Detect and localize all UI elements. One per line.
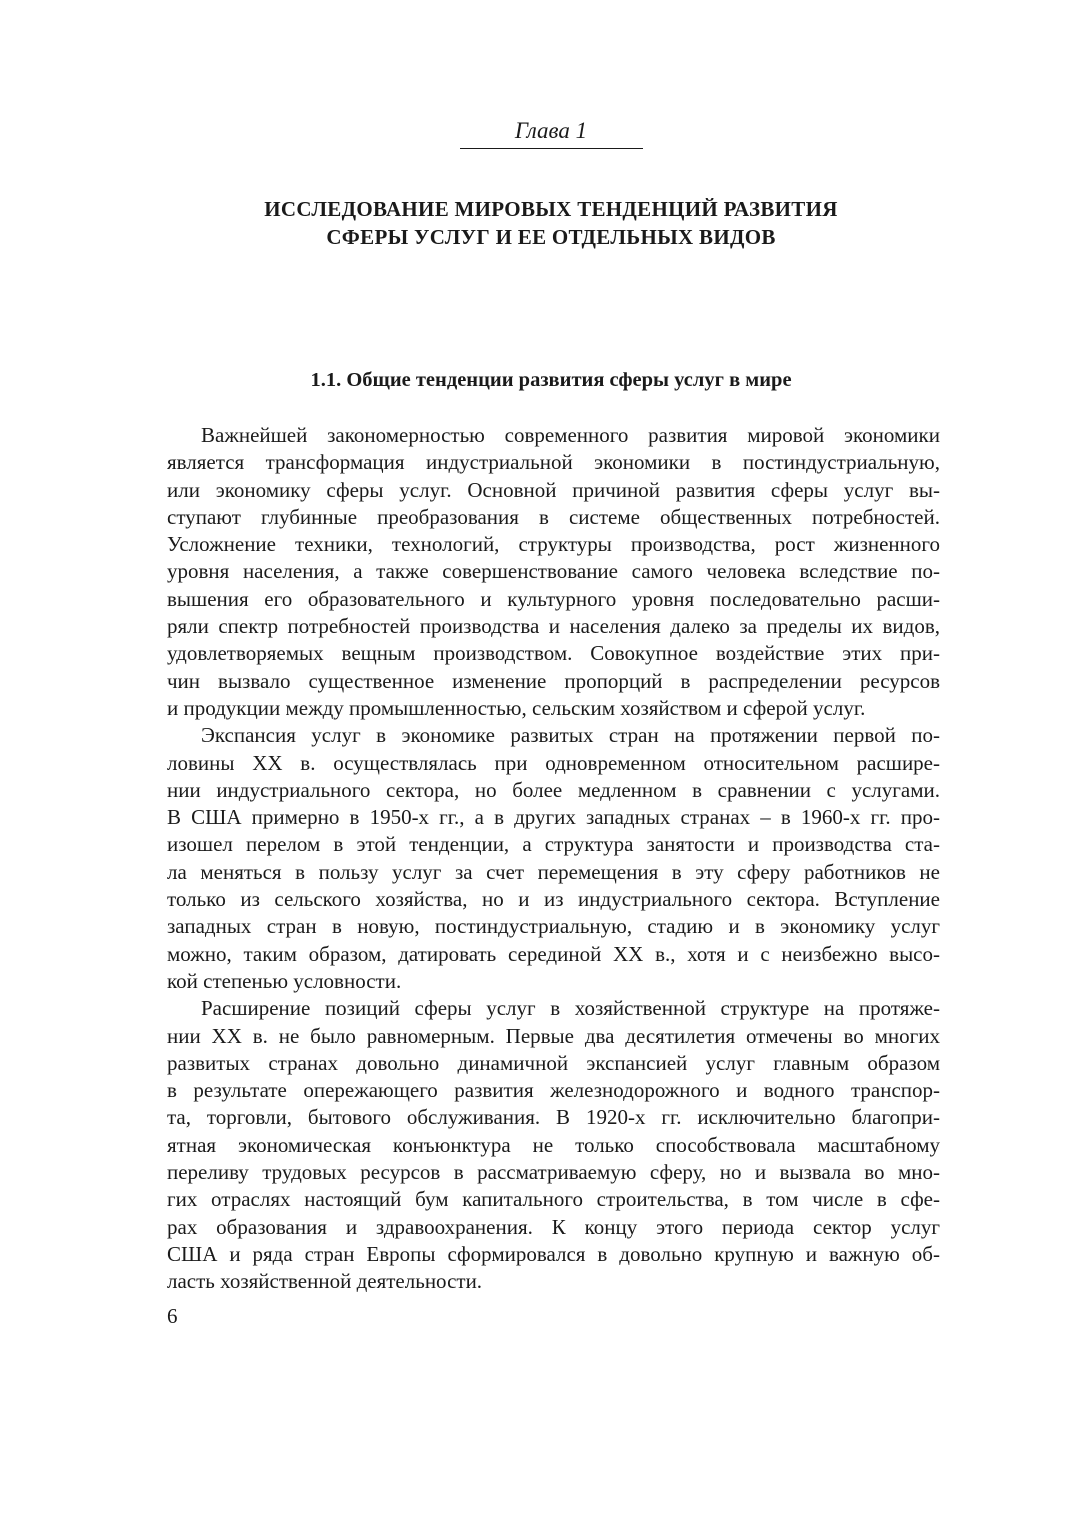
text-line: в результате опережающего развития железнодорожного и водного транспор- [167, 1078, 940, 1103]
text-line: вышения его образовательного и культурного уровня последовательно расши- [167, 586, 940, 611]
paragraph [167, 995, 940, 1295]
text-line: Расширение позиций сферы услуг в хозяйственной структуре на протяже- [201, 996, 940, 1021]
text-line: ступают глубинные преобразования в системе общественных потребностей. [167, 504, 940, 529]
body-text [167, 422, 940, 1296]
chapter-title-line: СФЕРЫ УСЛУГ И ЕЕ ОТДЕЛЬНЫХ ВИДОВ [326, 225, 776, 249]
text-line: изошел перелом в этой тенденции, а структура занятости и производства ста- [167, 832, 940, 857]
text-line: развитых странах довольно динамичной экспансией услуг главным образом [167, 1050, 940, 1075]
text-line: западных стран в новую, постиндустриальную, стадию и в экономику услуг [167, 914, 940, 939]
text-line: ласть хозяйственной деятельности. [167, 1269, 483, 1294]
text-line: уровня населения, а также совершенствование самого человека вследствие по- [167, 559, 940, 584]
text-line: ятная экономическая конъюнктура не только способствовала масштабному [167, 1132, 940, 1157]
chapter-title [0, 195, 1075, 251]
text-line: можно, таким образом, датировать серединой XX в., хотя и с неизбежно высо- [167, 941, 940, 966]
text-line: только из сельского хозяйства, но и из индустриального сектора. Вступление [167, 887, 940, 912]
chapter-title-line: ИССЛЕДОВАНИЕ МИРОВЫХ ТЕНДЕНЦИЙ РАЗВИТИЯ [264, 197, 838, 221]
paragraph [167, 422, 940, 722]
text-line: В США примерно в 1950-х гг., а в других западных странах – в 1960-х гг. про- [167, 805, 940, 830]
text-line: та, торговли, бытового обслуживания. В 1920-х гг. исключительно благопри- [167, 1105, 940, 1130]
text-line: переливу трудовых ресурсов в рассматриваемую сферу, но и вызвала во мно- [167, 1160, 940, 1185]
text-line: ла меняться в пользу услуг за счет перемещения в эту сферу работников не [167, 859, 940, 884]
text-line: Важнейшей закономерностью современного развития мировой экономики [201, 423, 940, 447]
text-line: нии индустриального сектора, но более медленном в сравнении с услугами. [167, 777, 940, 802]
text-line: гих отраслях настоящий бум капитального строительства, в том числе в сфе- [167, 1187, 940, 1212]
text-line: кой степенью условности. [167, 968, 402, 993]
text-line: ряли спектр потребностей производства и населения далеко за пределы их видов, [167, 614, 940, 639]
text-line: рах образования и здравоохранения. К концу этого периода сектор услуг [167, 1214, 940, 1239]
chapter-underline [460, 148, 643, 149]
text-line: чин вызвало существенное изменение пропорций в распределении ресурсов [167, 668, 940, 693]
paragraph [167, 722, 940, 995]
text-line: Экспансия услуг в экономике развитых стран на протяжении первой по- [201, 723, 940, 748]
section-heading: 1.1. Общие тенденции развития сферы услуг в мире [310, 369, 792, 391]
text-line: является трансформация индустриальной экономики в постиндустриальную, [167, 450, 940, 475]
text-line: ловины XX в. осуществлялась при одновременном относительном расшире- [167, 750, 940, 775]
chapter-label: Глава 1 [514, 118, 588, 143]
text-line: и продукции между промышленностью, сельским хозяйством и сферой услуг. [167, 695, 866, 720]
text-line: Усложнение техники, технологий, структуры производства, рост жизненного [167, 532, 940, 557]
text-line: удовлетворяемых вещным производством. Совокупное воздействие этих при- [167, 641, 940, 666]
page-number: 6 [167, 1304, 178, 1328]
text-line: или экономику сферы услуг. Основной причиной развития сферы услуг вы- [167, 477, 940, 502]
text-line: нии XX в. не было равномерным. Первые два десятилетия отмечены во многих [167, 1023, 940, 1048]
text-line: США и ряда стран Европы сформировался в довольно крупную и важную об- [167, 1241, 940, 1266]
